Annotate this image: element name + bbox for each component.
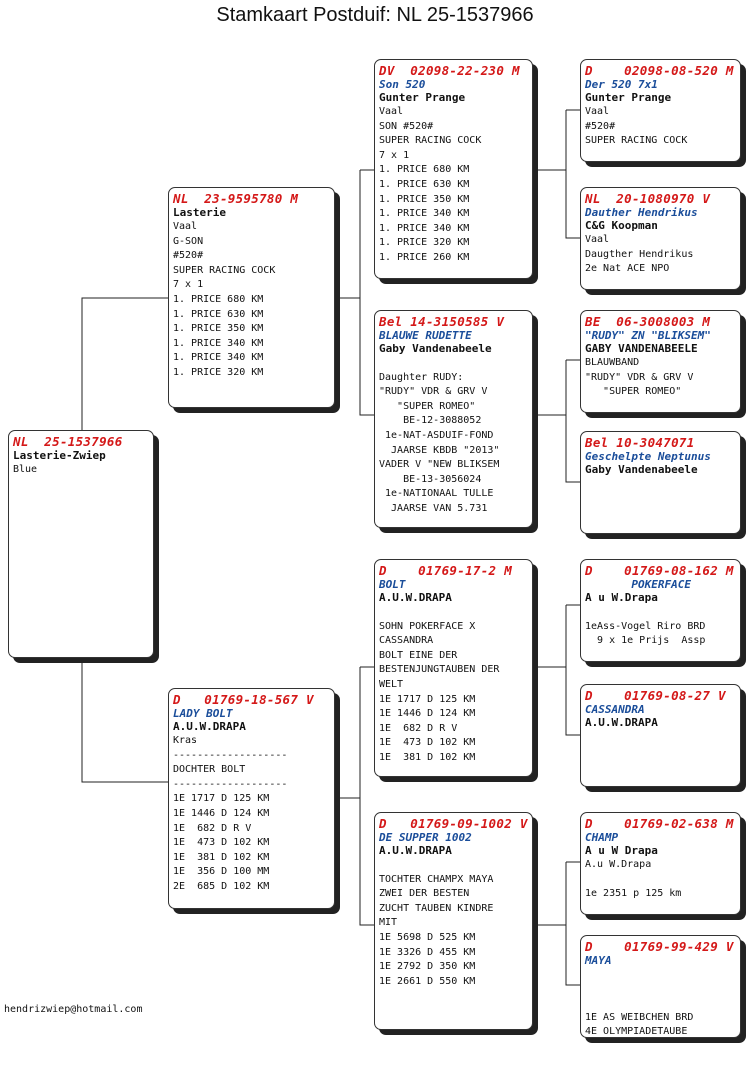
detail-line: [379, 605, 528, 620]
detail-lines: [585, 858, 736, 902]
detail-line: SUPER RACING COCK: [585, 135, 688, 147]
pigeon-name: Der 520 7x1: [585, 78, 658, 91]
pigeon-name: BLAUWE RUDETTE: [379, 329, 472, 342]
detail-line: 1. PRICE 680 KM: [173, 293, 264, 305]
pigeon-card-dam-dam-sire[interactable]: [580, 812, 741, 915]
detail-line: 1E 682 D R V: [173, 822, 252, 834]
detail-line: SUPER RACING COCK: [379, 135, 482, 147]
detail-line: "RUDY" VDR & GRV V: [585, 371, 694, 383]
ring-number: NL 20-1080970 V: [585, 191, 711, 206]
breeder-name: GABY VANDENABEELE: [585, 342, 698, 355]
detail-line: BE-12-3088052: [379, 415, 482, 427]
detail-line: Kras: [173, 735, 198, 746]
detail-line: 1E 356 D 100 MM: [173, 866, 270, 878]
detail-line: 1. PRICE 320 KM: [379, 237, 470, 249]
detail-line: DOCHTER BOLT: [173, 764, 246, 776]
pigeon-card-dam-dam-dam[interactable]: [580, 935, 741, 1038]
detail-lines: [379, 858, 528, 989]
detail-line: WELT: [379, 678, 404, 690]
detail-line: Vaal: [379, 106, 404, 117]
detail-line: A.u W.Drapa: [585, 859, 652, 870]
detail-line: 1E 5698 D 525 KM: [379, 931, 476, 943]
detail-line: [585, 967, 736, 982]
detail-line: #520#: [585, 120, 616, 132]
detail-line: 1. PRICE 350 KM: [379, 193, 470, 205]
detail-line: 1. PRICE 320 KM: [173, 366, 264, 378]
detail-line: #520#: [173, 250, 204, 262]
breeder-name: A.U.W.DRAPA: [379, 591, 452, 604]
pigeon-card-dam-dam[interactable]: [374, 812, 533, 1030]
pigeon-name: CASSANDRA: [585, 703, 645, 716]
detail-lines: [13, 463, 149, 478]
ring-number: D 01769-18-567 V: [173, 692, 314, 707]
detail-line: Daugther Hendrikus: [585, 248, 694, 260]
breeder-name: A u W.Drapa: [585, 591, 658, 604]
detail-line: 1. PRICE 340 KM: [173, 352, 264, 364]
detail-line: 1E 682 D R V: [379, 722, 458, 734]
detail-lines: [585, 233, 736, 277]
detail-line: Vaal: [585, 106, 610, 117]
ring-number: DV 02098-22-230 M: [379, 63, 520, 78]
detail-line: [585, 873, 736, 888]
breeder-name: A.U.W.DRAPA: [585, 716, 658, 729]
detail-line: 1E 1446 D 124 KM: [379, 708, 476, 720]
breeder-name: Gaby Vandenabeele: [585, 463, 698, 476]
detail-line: CASSANDRA: [379, 635, 434, 647]
detail-line: Vaal: [173, 221, 198, 232]
detail-line: JAARSE VAN 5.731: [379, 502, 488, 514]
breeder-name: Lasterie: [173, 206, 226, 219]
detail-line: 2e Nat ACE NPO: [585, 263, 670, 275]
ring-number: Bel 10-3047071: [585, 435, 695, 450]
detail-line: BLAUWBAND: [585, 357, 640, 368]
pigeon-name: Geschelpte Neptunus: [585, 450, 711, 463]
detail-lines: [585, 967, 736, 1038]
detail-lines: [173, 220, 330, 381]
detail-line: [585, 996, 736, 1011]
detail-line: 1E 1446 D 124 KM: [173, 807, 270, 819]
detail-line: 1E 473 D 102 KM: [379, 737, 476, 749]
pigeon-name: POKERFACE: [585, 578, 691, 591]
detail-line: 1e-NAT-ASDUIF-FOND: [379, 429, 494, 441]
detail-line: 1e 2351 p 125 km: [585, 888, 682, 900]
pigeon-card-sire-sire-sire[interactable]: [580, 59, 741, 162]
detail-line: 1. PRICE 260 KM: [379, 251, 470, 263]
detail-line: 4E OLYMPIADETAUBE: [585, 1026, 688, 1038]
detail-lines: [585, 356, 736, 400]
detail-line: 1. PRICE 630 KM: [379, 178, 470, 190]
breeder-name: Lasterie-Zwiep: [13, 449, 106, 462]
detail-line: 1E 3326 D 455 KM: [379, 946, 476, 958]
detail-line: ZUCHT TAUBEN KINDRE: [379, 902, 494, 914]
detail-line: 1. PRICE 340 KM: [379, 222, 470, 234]
detail-line: 1E 2792 D 350 KM: [379, 961, 476, 973]
detail-line: 1. PRICE 340 KM: [173, 337, 264, 349]
detail-line: 1E 2661 D 550 KM: [379, 975, 476, 987]
detail-lines: [585, 605, 736, 649]
detail-lines: [173, 734, 330, 895]
detail-line: "SUPER ROMEO": [379, 400, 476, 412]
ring-number: D 02098-08-520 M: [585, 63, 734, 78]
page-title: Stamkaart Postduif: NL 25-1537966: [216, 4, 534, 26]
detail-line: VADER V "NEW BLIKSEM: [379, 459, 500, 471]
detail-line: 1. PRICE 350 KM: [173, 323, 264, 335]
detail-line: G-SON: [173, 235, 204, 247]
pigeon-name: BOLT: [379, 578, 406, 591]
pigeon-card-dam-sire-dam[interactable]: [580, 684, 741, 787]
breeder-name: Gunter Prange: [379, 91, 466, 104]
ring-number: D 01769-99-429 V: [585, 939, 734, 954]
pigeon-name: DE SUPPER 1002: [379, 831, 472, 844]
pigeon-card-main[interactable]: [8, 430, 154, 658]
detail-line: SOHN POKERFACE X: [379, 620, 476, 632]
breeder-name: Gunter Prange: [585, 91, 672, 104]
ring-number: NL 23-9595780 M: [173, 191, 299, 206]
detail-line: 1E 473 D 102 KM: [173, 837, 270, 849]
pigeon-card-sire-sire[interactable]: [374, 59, 533, 279]
detail-line: 1E 1717 D 125 KM: [379, 693, 476, 705]
detail-line: 1E AS WEIBCHEN BRD: [585, 1011, 694, 1023]
detail-line: 1E 381 D 102 KM: [379, 751, 476, 763]
detail-line: "SUPER ROMEO": [585, 386, 682, 398]
detail-line: -------------------: [173, 778, 288, 790]
pigeon-card-sire-sire-dam[interactable]: [580, 187, 741, 290]
detail-line: TOCHTER CHAMPX MAYA: [379, 873, 494, 885]
detail-line: Blue: [13, 464, 38, 475]
ring-number: D 01769-09-1002 V: [379, 816, 528, 831]
pigeon-card-sire-dam[interactable]: [374, 310, 533, 528]
ring-number: BE 06-3008003 M: [585, 314, 711, 329]
ring-number: D 01769-17-2 M: [379, 563, 513, 578]
detail-lines: [379, 356, 528, 517]
pigeon-card-sire-dam-dam[interactable]: [580, 431, 741, 534]
detail-line: ZWEI DER BESTEN: [379, 888, 470, 900]
breeder-name: C&G Koopman: [585, 219, 658, 232]
pigeon-card-dam-sire-sire[interactable]: [580, 559, 741, 662]
detail-line: Vaal: [585, 234, 610, 245]
detail-lines: [379, 605, 528, 766]
pigeon-card-sire-dam-sire[interactable]: [580, 310, 741, 413]
detail-line: BOLT EINE DER: [379, 649, 458, 661]
ring-number: NL 25-1537966: [13, 434, 123, 449]
detail-line: SON #520#: [379, 120, 434, 132]
breeder-name: A.U.W.DRAPA: [379, 844, 452, 857]
ring-number: Bel 14-3150585 V: [379, 314, 505, 329]
detail-line: [585, 982, 736, 997]
detail-line: [379, 858, 528, 873]
ring-number: D 01769-02-638 M: [585, 816, 734, 831]
detail-line: 7 x 1: [173, 279, 204, 291]
pigeon-card-dam-sire[interactable]: [374, 559, 533, 777]
detail-line: "RUDY" VDR & GRV V: [379, 386, 488, 398]
detail-line: Daughter RUDY:: [379, 371, 464, 383]
detail-line: [585, 605, 736, 620]
detail-line: 1E 1717 D 125 KM: [173, 793, 270, 805]
pigeon-name: "RUDY" ZN "BLIKSEM": [585, 329, 711, 342]
detail-line: SUPER RACING COCK: [173, 264, 276, 276]
pigeon-name: Son 520: [379, 78, 426, 91]
detail-line: 9 x 1e Prijs Assp: [585, 635, 706, 647]
breeder-name: A.U.W.DRAPA: [173, 720, 246, 733]
breeder-name: A u W Drapa: [585, 844, 658, 857]
detail-line: BE-13-3056024: [379, 473, 482, 485]
pigeon-name: MAYA: [585, 954, 612, 967]
detail-line: [379, 356, 528, 371]
detail-line: 1. PRICE 630 KM: [173, 308, 264, 320]
detail-line: -------------------: [173, 749, 288, 761]
detail-lines: [379, 105, 528, 266]
pigeon-card-sire[interactable]: [168, 187, 335, 408]
detail-lines: [585, 105, 736, 149]
detail-line: JAARSE KBDB "2013": [379, 444, 500, 456]
pigeon-card-dam[interactable]: [168, 688, 335, 909]
pigeon-name: CHAMP: [585, 831, 619, 844]
detail-line: 1. PRICE 680 KM: [379, 164, 470, 176]
detail-line: 1e-NATIONAAL TULLE: [379, 488, 494, 500]
detail-line: BESTENJUNGTAUBEN DER: [379, 664, 500, 676]
detail-line: 7 x 1: [379, 149, 410, 161]
contact-email[interactable]: hendrizwiep@hotmail.com: [4, 1004, 143, 1015]
detail-line: MIT: [379, 917, 398, 929]
pigeon-name: LADY BOLT: [173, 707, 233, 720]
pigeon-name: Dauther Hendrikus: [585, 206, 698, 219]
detail-line: 1E 381 D 102 KM: [173, 851, 270, 863]
ring-number: D 01769-08-27 V: [585, 688, 726, 703]
detail-line: 1eAss-Vogel Riro BRD: [585, 620, 706, 632]
detail-line: 2E 685 D 102 KM: [173, 880, 270, 892]
ring-number: D 01769-08-162 M: [585, 563, 734, 578]
detail-line: 1. PRICE 340 KM: [379, 208, 470, 220]
breeder-name: Gaby Vandenabeele: [379, 342, 492, 355]
